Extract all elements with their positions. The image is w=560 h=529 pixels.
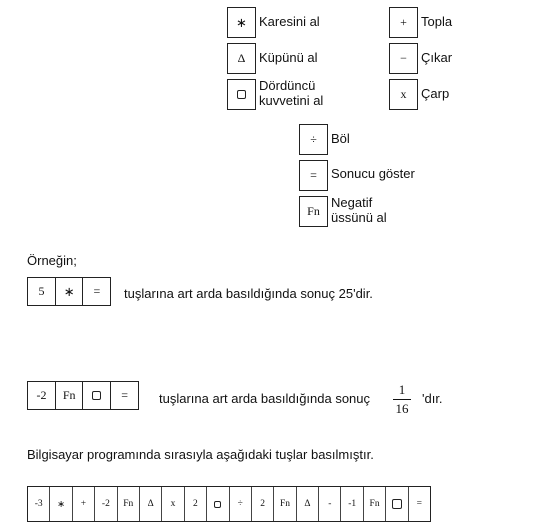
seq-key-fourth xyxy=(207,487,229,521)
seq-key: = xyxy=(416,499,423,509)
multiply-icon: x xyxy=(400,87,407,101)
subtract-key-label: Çıkar xyxy=(421,50,453,65)
seq-key: ÷ xyxy=(230,487,252,521)
cube-key xyxy=(227,43,256,74)
multiply-key xyxy=(389,79,418,110)
question-text: Bilgisayar programında sırasıyla aşağıdaki tuşlar basılmıştır. xyxy=(27,447,374,462)
key-sequence xyxy=(27,486,431,522)
example2-key-neg2: -2 xyxy=(27,381,56,410)
seq-key: Δ xyxy=(140,487,162,521)
seq-key: Fn xyxy=(364,487,386,521)
example2-keys xyxy=(27,381,138,410)
example2-text: tuşlarına art arda basıldığında sonuç xyxy=(159,391,371,406)
example2-key-fn: Fn xyxy=(55,381,84,410)
seq-key: ∗ xyxy=(50,487,72,521)
example2-key-fourth xyxy=(82,381,111,410)
divide-icon: ÷ xyxy=(310,132,317,146)
negexp-label-line1: Negatif xyxy=(331,195,373,210)
minus-icon: − xyxy=(400,51,407,65)
add-key-label: Topla xyxy=(421,14,453,29)
fraction-denominator: 16 xyxy=(395,401,409,416)
square-icon xyxy=(237,90,246,99)
triangle-icon: Δ xyxy=(237,51,246,65)
fn-icon: Fn xyxy=(307,204,320,218)
example1-key-equals: = xyxy=(82,277,111,306)
example-intro: Örneğin; xyxy=(27,253,77,268)
divide-key-label: Böl xyxy=(331,131,350,146)
seq-key: 2 xyxy=(252,487,274,521)
square-key xyxy=(227,7,256,38)
equals-key xyxy=(299,160,328,191)
seq-key-fourth xyxy=(386,487,408,521)
example2-suffix: 'dır. xyxy=(422,391,443,406)
seq-key: x xyxy=(162,487,184,521)
fraction-numerator: 1 xyxy=(398,382,406,397)
seq-key: Fn xyxy=(118,487,140,521)
fourth-power-key-label xyxy=(259,78,323,108)
negative-exponent-key-label xyxy=(331,195,387,225)
seq-key: -3 xyxy=(28,487,50,521)
result-fraction xyxy=(393,382,411,417)
seq-key: Δ xyxy=(297,487,319,521)
seq-key: + xyxy=(73,487,95,521)
add-key xyxy=(389,7,418,38)
example2-key-equals: = xyxy=(110,381,139,410)
asterisk-icon: ∗ xyxy=(236,14,247,30)
fourth-power-key xyxy=(227,79,256,110)
example1-text: tuşlarına art arda basıldığında sonuç 25'dir. xyxy=(124,286,373,301)
fourth-label-line2: kuvvetini al xyxy=(259,93,324,108)
subtract-key xyxy=(389,43,418,74)
negexp-label-line2: üssünü al xyxy=(331,210,387,225)
example1-key-5: 5 xyxy=(27,277,56,306)
fraction-bar xyxy=(393,399,411,400)
seq-key: - xyxy=(319,487,341,521)
seq-key: Fn xyxy=(274,487,296,521)
divide-key xyxy=(299,124,328,155)
example1-key-square xyxy=(55,277,84,306)
fourth-label-line1: Dördüncü xyxy=(259,78,316,93)
seq-key: 2 xyxy=(185,487,207,521)
square-icon xyxy=(92,391,101,400)
square-key-label: Karesini al xyxy=(259,14,320,29)
negative-exponent-key xyxy=(299,196,328,227)
cube-key-label: Küpünü al xyxy=(259,50,318,65)
asterisk-icon: ∗ xyxy=(63,283,75,299)
square-icon xyxy=(214,501,221,508)
multiply-key-label: Çarp xyxy=(421,86,450,101)
example1-keys xyxy=(27,277,110,306)
seq-key: -2 xyxy=(95,487,117,521)
square-icon xyxy=(392,499,402,509)
seq-key: -1 xyxy=(341,487,363,521)
equals-icon: = xyxy=(310,168,317,182)
plus-icon: + xyxy=(400,15,407,29)
equals-key-label: Sonucu göster xyxy=(331,166,415,181)
